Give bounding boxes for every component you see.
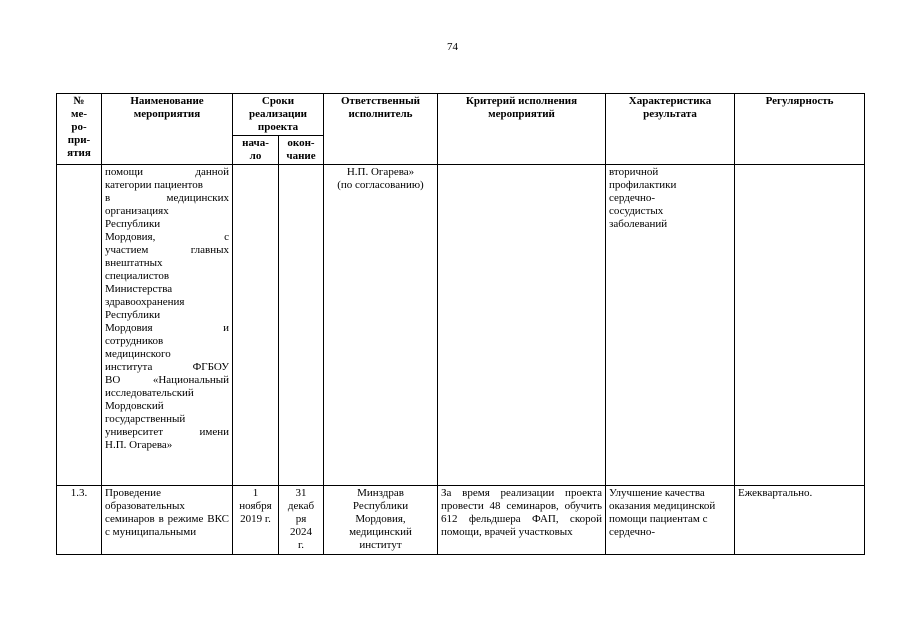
col-header-end: окон- чание xyxy=(279,136,324,165)
cell-end: 31 декаб ря 2024 г. xyxy=(279,486,324,555)
name-line: специалистов xyxy=(105,270,170,282)
cell-regularity xyxy=(735,165,865,486)
name-line: медицинского xyxy=(105,348,171,360)
page-number: 74 xyxy=(447,41,458,53)
measures-table xyxy=(56,93,865,555)
cell-start xyxy=(233,165,279,486)
cell-start: 1 ноября 2019 г. xyxy=(233,486,279,555)
name-line: исследовательский xyxy=(105,387,194,399)
table-row xyxy=(57,486,865,555)
cell-name xyxy=(102,165,233,486)
name-line: Мордовия и xyxy=(105,322,229,334)
name-line: института ФГБОУ xyxy=(105,361,229,373)
name-line: категории пациентов xyxy=(105,179,203,191)
col-header-responsible: Ответственный исполнитель xyxy=(324,94,438,165)
col-header-criterion: Критерий исполнения мероприятий xyxy=(438,94,606,165)
header-row xyxy=(57,94,865,136)
cell-responsible: Минздрав Республики Мордовия, медицинский институт xyxy=(324,486,438,555)
name-line: сотрудников xyxy=(105,335,164,347)
col-header-regularity: Регулярность xyxy=(735,94,865,165)
cell-criterion xyxy=(438,165,606,486)
name-line: здравоохранения xyxy=(105,296,185,308)
col-header-number: № ме- ро- при- ятия xyxy=(57,94,102,165)
cell-criterion: За время реализации проекта провести 48 семинаров, обучить 612 фельдшера ФАП, скорой помощи, врачей участковых xyxy=(438,486,606,555)
name-line: внештатных xyxy=(105,257,163,269)
cell-responsible: Н.П. Огарева» (по согласованию) xyxy=(324,165,438,486)
cell-characteristic: вторичной профилактики сердечно- сосудистых заболеваний xyxy=(606,165,735,486)
col-header-name: Наименование мероприятия xyxy=(102,94,233,165)
name-line: ВО «Национальный xyxy=(105,374,229,386)
name-line: Н.П. Огарева» xyxy=(105,439,173,451)
name-line: в медицинских xyxy=(105,192,229,204)
name-line: организациях xyxy=(105,205,169,217)
cell-regularity: Ежеквартально. xyxy=(735,486,865,555)
col-header-characteristic: Характеристика результата xyxy=(606,94,735,165)
cell-end xyxy=(279,165,324,486)
name-line: Мордовия, с xyxy=(105,231,229,243)
col-header-terms: Сроки реализации проекта xyxy=(233,94,324,136)
name-line: университет имени xyxy=(105,426,229,438)
name-line: помощи данной xyxy=(105,166,229,178)
col-header-start: нача- ло xyxy=(233,136,279,165)
cell-number xyxy=(57,165,102,486)
cell-number: 1.3. xyxy=(57,486,102,555)
name-line: участием главных xyxy=(105,244,229,256)
cell-characteristic: Улучшение качества оказания медицинской помощи пациентам с сердечно- xyxy=(606,486,735,555)
name-line: Министерства xyxy=(105,283,173,295)
name-line: Республики xyxy=(105,218,161,230)
name-line: государственный xyxy=(105,413,186,425)
name-line: Мордовский xyxy=(105,400,164,412)
cell-name: Проведение образовательных семинаров в режиме ВКС с муниципальными xyxy=(102,486,233,555)
name-line: Республики xyxy=(105,309,161,321)
table-row xyxy=(57,165,865,486)
